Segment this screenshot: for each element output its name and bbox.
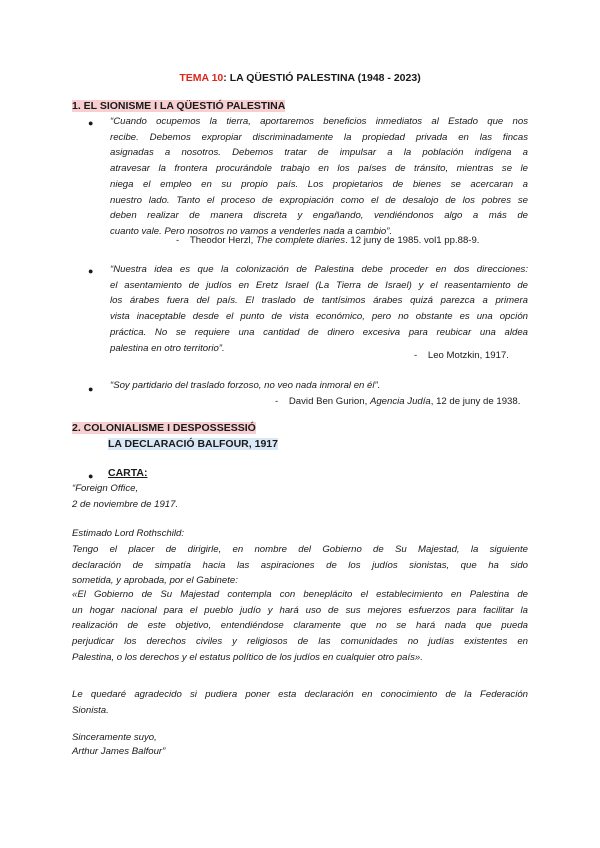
bullet-icon: ● <box>88 266 94 276</box>
section1-heading-text: 1. EL SIONISME I LA QÜESTIÓ PALESTINA <box>72 100 286 112</box>
attribution-dash: - <box>176 235 180 246</box>
letter-body <box>72 542 528 589</box>
section2-heading-text: 2. COLONIALISME I DESPOSSESSIÓ <box>72 422 256 434</box>
text-line: el asentamiento de judíos en Eretz Israel (La Tierra de Israel) y el reasentamiento de <box>110 279 528 291</box>
text-line: práctica. No se requiere una cantidad de dinero excesiva para reubicar una aldea <box>110 326 528 338</box>
letter-salutation: Estimado Lord Rothschild: <box>72 528 184 539</box>
attribution-work: The complete diaries <box>256 235 346 246</box>
attribution-dash: - <box>414 350 418 361</box>
text-line: realización de este objetivo, entendiéndose claramente que no se hará nada que pueda <box>72 620 528 632</box>
quote-ben-gurion: “Soy partidario del traslado forzoso, no veo nada inmoral en él”. <box>110 380 381 391</box>
text-line: declaración de simpatía hacia las aspiraciones de los judíos sionistas, que ha sido <box>72 559 528 571</box>
title-prefix: TEMA 10 <box>179 72 224 84</box>
text-line: asignadas a nosotros. Debemos tratar de impulsar a la población indígena a <box>110 147 528 159</box>
text-line: Sionista. <box>72 704 109 716</box>
attribution-work: Agencia Judía <box>369 396 431 407</box>
page-title <box>0 72 600 84</box>
quote-motzkin <box>110 262 528 356</box>
attribution-motzkin <box>414 350 509 361</box>
text-line: atravesar la frontera procurándole trabajo en los países de tránsito, mientras se le <box>110 163 528 175</box>
text-line: “Cuando ocupemos la tierra, aportaremos beneficios inmediatos al Estado que nos <box>110 116 528 127</box>
text-line: perjudicar los derechos civiles y religiosos de las comunidades no judías existentes en <box>72 636 528 648</box>
attribution-author: David Ben Gurion, <box>288 396 370 407</box>
quote-herzl <box>110 114 528 240</box>
text-line: palestina en otro territorio”. <box>110 342 225 354</box>
attribution-dash: - <box>275 396 279 407</box>
text-line: Palestina, o los derechos y el estatus político de los judíos en cualquier otro país». <box>72 651 423 663</box>
bullet-icon: ● <box>88 384 94 394</box>
bullet-icon: ● <box>88 118 94 128</box>
attribution-author: Theodor Herzl, <box>189 235 256 246</box>
letter-signature: Arthur James Balfour” <box>72 746 166 757</box>
letter-header-line: “Foreign Office, <box>72 483 139 494</box>
text-line: “Nuestra idea es que la colonización de Palestina debe proceder en dos direcciones: <box>110 264 528 275</box>
text-line: recibe. Debemos expropiar discriminadamente la propiedad privada en las fincas <box>110 131 528 143</box>
attribution-details: , 12 de juny de 1938. <box>430 396 521 407</box>
text-line: un hogar nacional para el pueblo judío y hará uso de sus mejores esfuerzos para facilitar la <box>72 604 528 616</box>
bullet-icon: ● <box>88 471 94 481</box>
letter-header-date: 2 de noviembre de 1917. <box>72 499 179 510</box>
section2-subheading <box>108 438 278 450</box>
attribution-author: Leo Motzkin, 1917. <box>427 350 509 361</box>
text-line: los árabes fuera del país. El traslado de tantísimos árabes quizá parezca a primera <box>110 295 528 307</box>
title-rest: : LA QÜESTIÓ PALESTINA (1948 - 2023) <box>223 72 421 84</box>
section2-subheading-text: LA DECLARACIÓ BALFOUR, 1917 <box>108 438 278 450</box>
text-line: Tengo el placer de dirigirle, en nombre del Gobierno de Su Majestad, la siguiente <box>72 544 528 555</box>
attribution-details: . 12 juny de 1985. vol1 pp.88-9. <box>345 235 480 246</box>
text-line: «El Gobierno de Su Majestad contempla con beneplácito el establecimiento en Palestina de <box>72 589 528 600</box>
letter-signoff: Sinceramente suyo, <box>72 732 157 743</box>
attribution-ben-gurion <box>275 396 520 407</box>
letter-declaration <box>72 587 528 666</box>
text-line: nuestro lado. Tanto el proceso de expropiación como el de desalojo de los pobres se <box>110 194 528 206</box>
carta-label: CARTA: <box>108 467 148 479</box>
attribution-herzl <box>176 235 479 246</box>
letter-closing <box>72 687 528 718</box>
text-line: Le quedaré agradecido si pudiera poner esta declaración en conocimiento de la Federación <box>72 689 528 700</box>
section1-heading <box>72 100 285 112</box>
section2-heading <box>72 422 256 434</box>
text-line: deben realizar de manera discreta y engañando, vendiéndonos algo a más de <box>110 210 528 222</box>
text-line: vista inaceptable desde el punto de vista económico, pero no obstante es una opción <box>110 311 528 323</box>
text-line: niega el empleo en su propio país. Los propietarios de bienes se acercaran a <box>110 178 528 190</box>
text-line: cuanto vale. Pero nosotros no vamos a venderles nada a cambio”. <box>110 225 393 237</box>
text-line: sometida, y aprobada, por el Gabinete: <box>72 575 238 587</box>
